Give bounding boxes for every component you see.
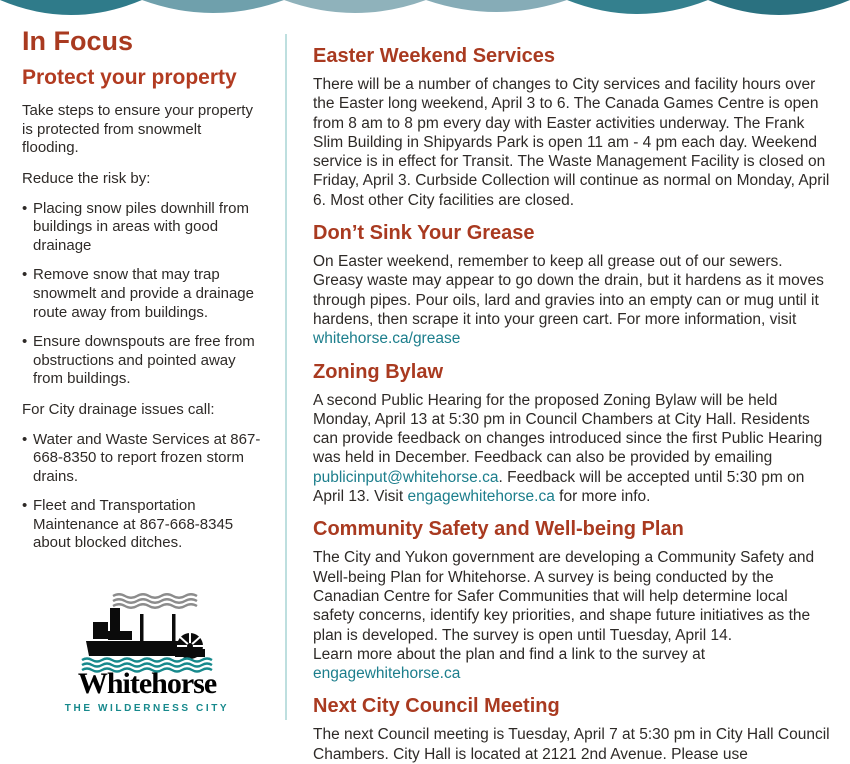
sidebar-subtitle: Protect your property — [22, 66, 237, 90]
news-column — [313, 33, 833, 764]
section-heading: Don’t Sink Your Grease — [313, 222, 535, 245]
bullet-text: Placing snow piles downhill from buildings in areas with good drainage — [33, 199, 249, 254]
bullet-text: Water and Waste Services at 867-668-8350 to report frozen storm drains. — [33, 430, 261, 485]
risk-bullet-list — [22, 200, 262, 389]
inline-link[interactable]: engagewhitehorse.ca — [407, 488, 555, 506]
inline-link[interactable]: engagewhitehorse.ca — [313, 665, 461, 683]
drainage-label: For City drainage issues call: — [22, 400, 215, 418]
body-text: There will be a number of changes to City services and facility hours over the Easter long weekend, April 3 to 6. The Canada Games Centre is open from 8 am to 8 pm every day with Easter activities underway. The Frank Slim Building in Shipyards Park is open 11 am - 4 pm each day. Weekend service is in effect for Transit. The Waste Management Facility is closed on Friday, April 3. Curbside Collection will continue as normal on Monday, April 6. Most other City facilities are closed. — [313, 76, 830, 209]
list-item — [22, 266, 262, 322]
section-body — [313, 252, 833, 348]
inline-link[interactable]: whitehorse.ca/grease — [313, 330, 461, 348]
drainage-bullet-list — [22, 431, 262, 554]
bullet-text: Remove snow that may trap snowmelt and provide a drainage route away from buildings. — [33, 266, 254, 321]
list-item — [22, 333, 262, 389]
risk-label: Reduce the risk by: — [22, 169, 151, 187]
section-heading: Community Safety and Well-being Plan — [313, 518, 684, 541]
section-heading: Next City Council Meeting — [313, 695, 560, 718]
logo-wordmark: Whitehorse — [77, 667, 217, 701]
news-section — [313, 221, 833, 348]
section-heading: Easter Weekend Services — [313, 45, 556, 67]
whitehorse-logo — [22, 591, 272, 714]
news-section — [313, 44, 833, 210]
bullet-text: Ensure downspouts are free from obstructions and pointed away from buildings. — [33, 333, 255, 388]
section-heading: Zoning Bylaw — [313, 360, 443, 383]
column-divider — [285, 34, 287, 720]
body-text: The next Council meeting is Tuesday, April 7 at 5:30 pm in City Hall Council Chambers. City Hall is located at 2121 2nd Avenue. Please use — [313, 726, 830, 763]
body-text: On Easter weekend, remember to keep all grease out of our sewers. Greasy waste may appear to go down the drain, but it hardens as it moves through pipes. Pour oils, lard and gravies into an empty can or mug until it hardens, then scrape it into your green cart. For more information, visit — [313, 253, 824, 328]
steamboat-icon — [77, 591, 217, 671]
body-text: for more info. — [554, 488, 651, 506]
inline-link[interactable]: publicinput@whitehorse.ca — [313, 468, 499, 486]
news-section — [313, 517, 833, 683]
list-item — [22, 431, 262, 487]
body-text: Learn more about the plan and find a link to the survey at — [313, 645, 706, 663]
bullet-text: Fleet and Transportation Maintenance at 867-668-8345 about blocked ditches. — [33, 497, 234, 552]
wave-pattern-decoration — [0, 0, 850, 18]
sidebar-title: In Focus — [22, 26, 134, 56]
section-body — [313, 391, 833, 507]
body-text: The City and Yukon government are developing a Community Safety and Well-being Plan for Whitehorse. A survey is being conducted by the Canadian Centre for Safer Communities that will help determine local safety concerns, identify key priorities, and shape future initiatives as the plan is developed. The survey is open until Tuesday, April 14. — [313, 549, 815, 644]
section-body — [313, 75, 833, 210]
section-body — [313, 548, 833, 683]
body-text: . Feedback will be accepted until 5:30 pm on April 13. Visit — [313, 468, 805, 506]
in-focus-sidebar — [22, 26, 272, 714]
news-section — [313, 360, 833, 507]
list-item — [22, 200, 262, 256]
section-body — [313, 725, 833, 764]
body-text: A second Public Hearing for the proposed Zoning Bylaw will be held Monday, April 13 at 5:30 pm in Council Chambers at City Hall. Residents can provide feedback on changes introduced since the first Public Hearing was held in December. Feedback can also be provided by emailing — [313, 391, 823, 467]
sidebar-intro: Take steps to ensure your property is protected from snowmelt flooding. — [22, 102, 253, 157]
news-section — [313, 694, 833, 764]
list-item — [22, 497, 262, 553]
logo-tagline: THE WILDERNESS CITY — [64, 703, 230, 715]
